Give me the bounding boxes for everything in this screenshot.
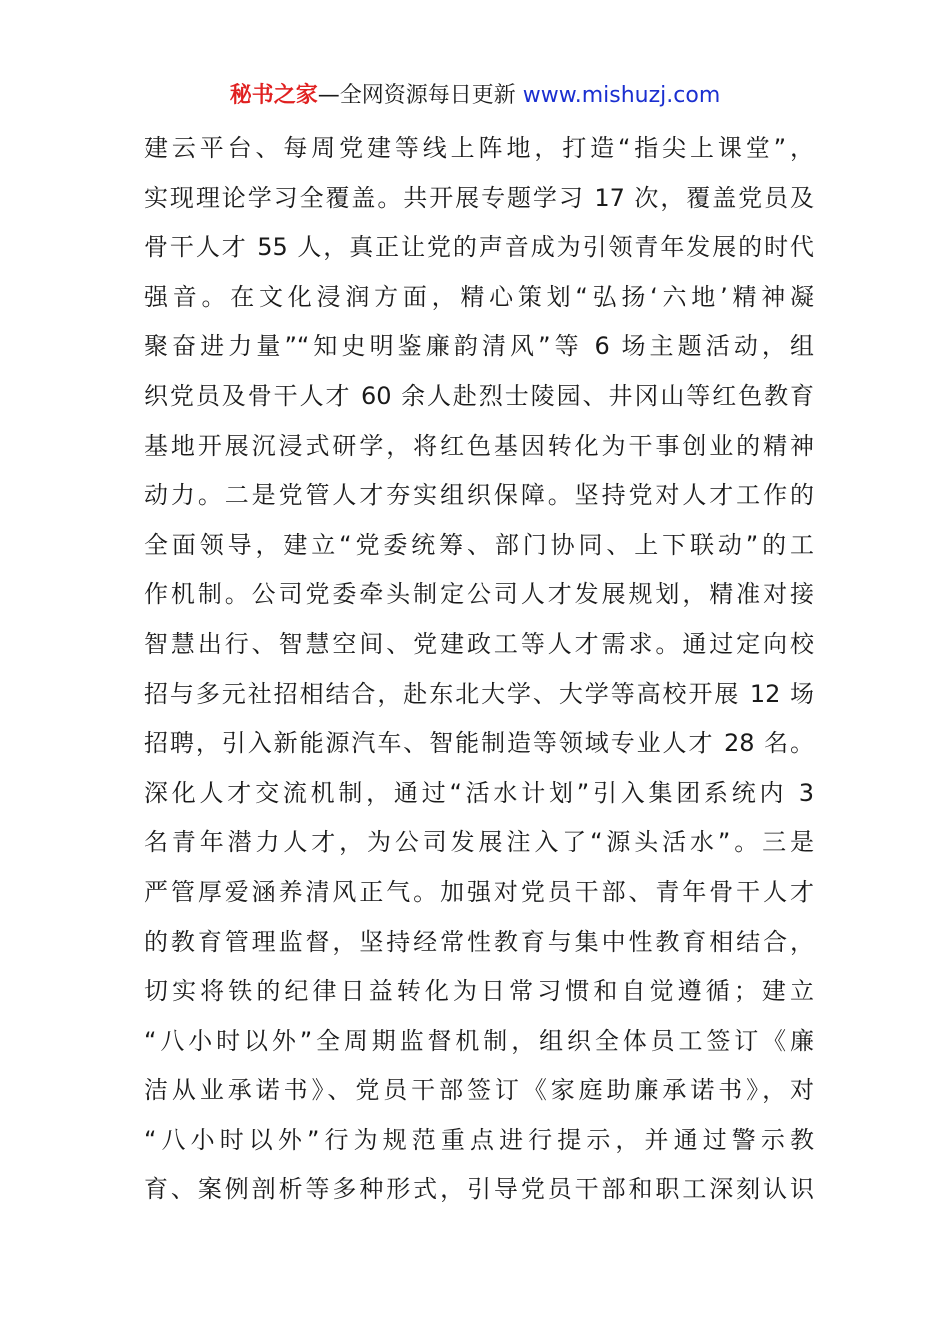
paragraph-line: 作机制。公司党委牵头制定公司人才发展规划，精准对接 [144,580,814,609]
paragraph-line: 聚奋进力量”“知史明鉴廉韵清风”等 6 场主题活动，组 [144,332,814,361]
paragraph-line: 智慧出行、智慧空间、党建政工等人才需求。通过定向校 [144,629,814,658]
header-tagline: —全网资源每日更新 [317,83,516,108]
paragraph-line: 动力。二是党管人才夯实组织保障。坚持党对人才工作的 [144,481,814,510]
paragraph-line: 招与多元社招相结合，赴东北大学、大学等高校开展 12 场 [144,679,814,708]
paragraph-line: 洁从业承诺书》、党员干部签订《家庭助廉承诺书》，对 [144,1076,814,1105]
paragraph-line: 名青年潜力人才，为公司发展注入了“源头活水”。三是 [144,828,814,857]
paragraph-line: 基地开展沉浸式研学，将红色基因转化为干事创业的精神 [144,431,814,460]
paragraph-line: 建云平台、每周党建等线上阵地，打造“指尖上课堂”， [144,134,814,162]
paragraph-line: “八小时以外”行为规范重点进行提示，并通过警示教 [144,1125,814,1154]
paragraph-line: 全面领导，建立“党委统筹、部门协同、上下联动”的工 [144,530,814,559]
site-header [0,80,950,112]
paragraph-line: “八小时以外”全周期监督机制，组织全体员工签订《廉 [144,1026,814,1055]
paragraph-line: 切实将铁的纪律日益转化为日常习惯和自觉遵循；建立 [144,977,814,1006]
brand-name: 秘书之家 [229,83,318,108]
paragraph-line: 严管厚爱涵养清风正气。加强对党员干部、青年骨干人才 [144,877,814,906]
paragraph-line: 深化人才交流机制，通过“活水计划”引入集团系统内 3 [144,778,814,807]
paragraph-line: 骨干人才 55 人，真正让党的声音成为引领青年发展的时代 [144,233,814,262]
document-body [144,124,814,1215]
paragraph-line: 招聘，引入新能源汽车、智能制造等领域专业人才 28 名。 [144,729,814,758]
site-url-link[interactable]: www.mishuzj.com [522,83,721,108]
paragraph-line: 强音。在文化浸润方面，精心策划“弘扬‘六地’精神凝 [144,282,814,311]
paragraph-line: 育、案例剖析等多种形式，引导党员干部和职工深刻认识 [144,1175,814,1204]
paragraph-line: 的教育管理监督，坚持经常性教育与集中性教育相结合， [144,927,814,956]
paragraph-line: 织党员及骨干人才 60 余人赴烈士陵园、井冈山等红色教育 [144,381,814,410]
paragraph-line: 实现理论学习全覆盖。共开展专题学习 17 次，覆盖党员及 [144,183,814,212]
